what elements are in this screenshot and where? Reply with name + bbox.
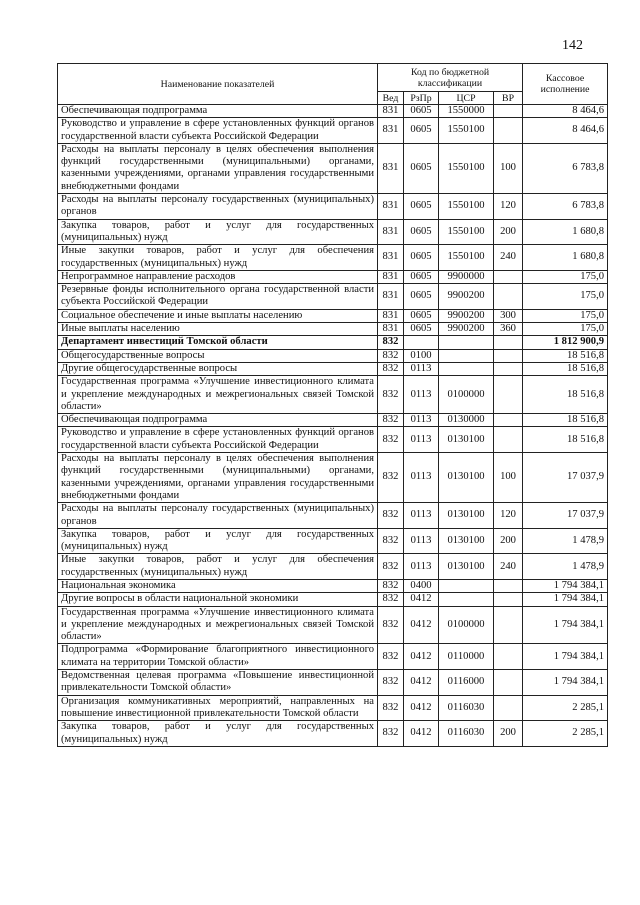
row-amount: 1 794 384,1 xyxy=(523,579,608,592)
row-amount: 175,0 xyxy=(523,309,608,322)
row-ved: 832 xyxy=(378,670,404,696)
row-ved: 832 xyxy=(378,336,404,349)
row-name: Закупка товаров, работ и услуг для государственных (муниципальных) нужд xyxy=(58,219,378,245)
row-name: Другие вопросы в области национальной экономики xyxy=(58,593,378,606)
table-row xyxy=(58,376,608,414)
row-ved: 832 xyxy=(378,721,404,747)
row-vr: 360 xyxy=(494,323,523,336)
row-name: Закупка товаров, работ и услуг для государственных (муниципальных) нужд xyxy=(58,721,378,747)
table-row xyxy=(58,336,608,349)
row-csr: 0110000 xyxy=(439,644,494,670)
row-rzpr: 0412 xyxy=(404,670,439,696)
row-amount: 1 794 384,1 xyxy=(523,606,608,644)
row-vr xyxy=(494,606,523,644)
row-rzpr: 0412 xyxy=(404,695,439,721)
row-ved: 832 xyxy=(378,376,404,414)
row-rzpr: 0605 xyxy=(404,270,439,283)
row-rzpr: 0605 xyxy=(404,118,439,144)
row-ved: 832 xyxy=(378,503,404,529)
table-row xyxy=(58,503,608,529)
table-row xyxy=(58,143,608,193)
row-ved: 832 xyxy=(378,695,404,721)
row-csr xyxy=(439,362,494,375)
row-rzpr: 0605 xyxy=(404,143,439,193)
row-ved: 831 xyxy=(378,323,404,336)
row-csr: 1550100 xyxy=(439,219,494,245)
row-ved: 831 xyxy=(378,284,404,310)
row-amount: 175,0 xyxy=(523,284,608,310)
table-row xyxy=(58,427,608,453)
row-name: Закупка товаров, работ и услуг для государственных (муниципальных) нужд xyxy=(58,528,378,554)
row-amount: 17 037,9 xyxy=(523,503,608,529)
row-name: Государственная программа «Улучшение инвестиционного климата и укрепление международных и межрегиональных связей Томской области» xyxy=(58,606,378,644)
header-name: Наименование показателей xyxy=(58,64,378,105)
row-amount: 1 680,8 xyxy=(523,245,608,271)
row-ved: 831 xyxy=(378,194,404,220)
row-csr xyxy=(439,349,494,362)
row-ved: 832 xyxy=(378,606,404,644)
table-row xyxy=(58,349,608,362)
row-vr xyxy=(494,593,523,606)
table-row xyxy=(58,270,608,283)
row-csr: 0130100 xyxy=(439,427,494,453)
row-rzpr: 0400 xyxy=(404,579,439,592)
row-rzpr: 0605 xyxy=(404,309,439,322)
row-rzpr: 0113 xyxy=(404,528,439,554)
row-name: Иные закупки товаров, работ и услуг для обеспечения государственных (муниципальных) нужд xyxy=(58,554,378,580)
row-rzpr: 0113 xyxy=(404,376,439,414)
row-name: Расходы на выплаты персоналу в целях обеспечения выполнения функций государственными (муниципальными) органами, казенными учреждениями, органами управления государственными внебюджетными фондами xyxy=(58,453,378,503)
row-name: Государственная программа «Улучшение инвестиционного климата и укрепление международных и межрегиональных связей Томской области» xyxy=(58,376,378,414)
row-csr: 1550100 xyxy=(439,194,494,220)
row-amount: 1 680,8 xyxy=(523,219,608,245)
header-ved: Вед xyxy=(378,92,404,105)
row-csr: 1550100 xyxy=(439,118,494,144)
row-name: Подпрограмма «Формирование благоприятного инвестиционного климата на территории Томской области» xyxy=(58,644,378,670)
row-ved: 832 xyxy=(378,554,404,580)
table-row xyxy=(58,194,608,220)
row-rzpr: 0113 xyxy=(404,453,439,503)
row-amount: 1 794 384,1 xyxy=(523,593,608,606)
row-csr: 0100000 xyxy=(439,376,494,414)
row-csr: 0116030 xyxy=(439,695,494,721)
row-amount: 18 516,8 xyxy=(523,349,608,362)
table-row xyxy=(58,579,608,592)
row-name: Непрограммное направление расходов xyxy=(58,270,378,283)
row-vr xyxy=(494,105,523,118)
row-csr: 0130100 xyxy=(439,554,494,580)
row-rzpr: 0113 xyxy=(404,427,439,453)
row-vr xyxy=(494,118,523,144)
row-rzpr: 0113 xyxy=(404,362,439,375)
row-csr: 0130000 xyxy=(439,414,494,427)
row-amount: 2 285,1 xyxy=(523,721,608,747)
row-vr: 120 xyxy=(494,503,523,529)
row-amount: 8 464,6 xyxy=(523,118,608,144)
row-rzpr: 0113 xyxy=(404,554,439,580)
row-rzpr: 0412 xyxy=(404,644,439,670)
row-ved: 831 xyxy=(378,245,404,271)
row-csr: 9900000 xyxy=(439,270,494,283)
row-amount: 175,0 xyxy=(523,323,608,336)
row-ved: 832 xyxy=(378,453,404,503)
row-name: Расходы на выплаты персоналу государственных (муниципальных) органов xyxy=(58,194,378,220)
row-rzpr xyxy=(404,336,439,349)
header-rzpr: РзПр xyxy=(404,92,439,105)
row-csr xyxy=(439,593,494,606)
row-name: Резервные фонды исполнительного органа государственной власти субъекта Российской Федерации xyxy=(58,284,378,310)
row-rzpr: 0412 xyxy=(404,606,439,644)
row-ved: 832 xyxy=(378,414,404,427)
row-csr: 9900200 xyxy=(439,323,494,336)
table-row xyxy=(58,105,608,118)
table-row xyxy=(58,309,608,322)
row-name: Общегосударственные вопросы xyxy=(58,349,378,362)
row-vr xyxy=(494,362,523,375)
row-amount: 2 285,1 xyxy=(523,695,608,721)
row-ved: 832 xyxy=(378,593,404,606)
row-amount: 1 794 384,1 xyxy=(523,670,608,696)
row-csr: 1550100 xyxy=(439,143,494,193)
row-amount: 18 516,8 xyxy=(523,414,608,427)
row-vr: 300 xyxy=(494,309,523,322)
row-ved: 832 xyxy=(378,362,404,375)
row-vr xyxy=(494,414,523,427)
row-name: Национальная экономика xyxy=(58,579,378,592)
row-name: Другие общегосударственные вопросы xyxy=(58,362,378,375)
row-rzpr: 0100 xyxy=(404,349,439,362)
budget-table xyxy=(57,63,608,747)
table-row xyxy=(58,284,608,310)
row-vr: 100 xyxy=(494,143,523,193)
row-name: Департамент инвестиций Томской области xyxy=(58,336,378,349)
table-row xyxy=(58,528,608,554)
row-vr xyxy=(494,644,523,670)
row-ved: 832 xyxy=(378,579,404,592)
row-name: Обеспечивающая подпрограмма xyxy=(58,414,378,427)
row-rzpr: 0605 xyxy=(404,219,439,245)
table-row xyxy=(58,219,608,245)
row-vr: 100 xyxy=(494,453,523,503)
table-row xyxy=(58,323,608,336)
row-ved: 831 xyxy=(378,143,404,193)
row-vr xyxy=(494,336,523,349)
header-vr: ВР xyxy=(494,92,523,105)
row-vr xyxy=(494,670,523,696)
row-vr: 120 xyxy=(494,194,523,220)
row-vr xyxy=(494,270,523,283)
row-rzpr: 0412 xyxy=(404,721,439,747)
row-amount: 6 783,8 xyxy=(523,194,608,220)
row-vr: 200 xyxy=(494,721,523,747)
row-ved: 831 xyxy=(378,309,404,322)
row-vr: 200 xyxy=(494,528,523,554)
row-amount: 175,0 xyxy=(523,270,608,283)
row-vr: 200 xyxy=(494,219,523,245)
table-row xyxy=(58,554,608,580)
table-row xyxy=(58,453,608,503)
row-name: Руководство и управление в сфере установленных функций органов государственной власти субъекта Российской Федерации xyxy=(58,118,378,144)
table-row xyxy=(58,670,608,696)
row-vr xyxy=(494,376,523,414)
row-csr: 9900200 xyxy=(439,284,494,310)
row-vr xyxy=(494,427,523,453)
row-ved: 831 xyxy=(378,219,404,245)
row-amount: 1 478,9 xyxy=(523,528,608,554)
row-csr: 1550000 xyxy=(439,105,494,118)
row-amount: 1 794 384,1 xyxy=(523,644,608,670)
row-rzpr: 0605 xyxy=(404,245,439,271)
table-row xyxy=(58,644,608,670)
table-row xyxy=(58,362,608,375)
row-rzpr: 0605 xyxy=(404,284,439,310)
row-amount: 18 516,8 xyxy=(523,362,608,375)
row-csr: 0116030 xyxy=(439,721,494,747)
row-rzpr: 0113 xyxy=(404,414,439,427)
row-vr: 240 xyxy=(494,554,523,580)
row-name: Иные выплаты населению xyxy=(58,323,378,336)
row-csr: 9900200 xyxy=(439,309,494,322)
row-csr: 1550100 xyxy=(439,245,494,271)
row-csr: 0116000 xyxy=(439,670,494,696)
row-amount: 8 464,6 xyxy=(523,105,608,118)
table-row xyxy=(58,695,608,721)
table-row xyxy=(58,721,608,747)
row-name: Обеспечивающая подпрограмма xyxy=(58,105,378,118)
row-name: Ведомственная целевая программа «Повышение инвестиционной привлекательности Томской области» xyxy=(58,670,378,696)
row-name: Социальное обеспечение и иные выплаты населению xyxy=(58,309,378,322)
table-row xyxy=(58,414,608,427)
header-csr: ЦСР xyxy=(439,92,494,105)
row-csr xyxy=(439,336,494,349)
row-name: Организация коммуникативных мероприятий, направленных на повышение инвестиционной привлекательности Томской области xyxy=(58,695,378,721)
row-rzpr: 0113 xyxy=(404,503,439,529)
row-amount: 17 037,9 xyxy=(523,453,608,503)
row-ved: 831 xyxy=(378,105,404,118)
header-amount: Кассовое исполнение xyxy=(523,64,608,105)
row-ved: 832 xyxy=(378,427,404,453)
row-name: Расходы на выплаты персоналу государственных (муниципальных) органов xyxy=(58,503,378,529)
row-name: Руководство и управление в сфере установленных функций органов государственной власти субъекта Российской Федерации xyxy=(58,427,378,453)
row-ved: 832 xyxy=(378,644,404,670)
row-csr: 0100000 xyxy=(439,606,494,644)
row-rzpr: 0605 xyxy=(404,323,439,336)
row-amount: 1 812 900,9 xyxy=(523,336,608,349)
row-amount: 1 478,9 xyxy=(523,554,608,580)
row-ved: 832 xyxy=(378,528,404,554)
row-vr xyxy=(494,349,523,362)
row-vr: 240 xyxy=(494,245,523,271)
row-vr xyxy=(494,579,523,592)
page-number: 142 xyxy=(562,38,583,53)
row-rzpr: 0412 xyxy=(404,593,439,606)
row-csr xyxy=(439,579,494,592)
row-rzpr: 0605 xyxy=(404,194,439,220)
row-amount: 18 516,8 xyxy=(523,427,608,453)
row-csr: 0130100 xyxy=(439,528,494,554)
table-row xyxy=(58,118,608,144)
row-name: Расходы на выплаты персоналу в целях обеспечения выполнения функций государственными (муниципальными) органами, казенными учреждениями, органами управления государственными внебюджетными фондами xyxy=(58,143,378,193)
row-amount: 18 516,8 xyxy=(523,376,608,414)
row-name: Иные закупки товаров, работ и услуг для обеспечения государственных (муниципальных) нужд xyxy=(58,245,378,271)
row-vr xyxy=(494,695,523,721)
row-vr xyxy=(494,284,523,310)
row-csr: 0130100 xyxy=(439,503,494,529)
row-rzpr: 0605 xyxy=(404,105,439,118)
row-ved: 832 xyxy=(378,349,404,362)
row-amount: 6 783,8 xyxy=(523,143,608,193)
row-ved: 831 xyxy=(378,270,404,283)
table-row xyxy=(58,606,608,644)
row-ved: 831 xyxy=(378,118,404,144)
table-row xyxy=(58,245,608,271)
table-row xyxy=(58,593,608,606)
header-code-group: Код по бюджетной классификации xyxy=(378,64,523,92)
row-csr: 0130100 xyxy=(439,453,494,503)
